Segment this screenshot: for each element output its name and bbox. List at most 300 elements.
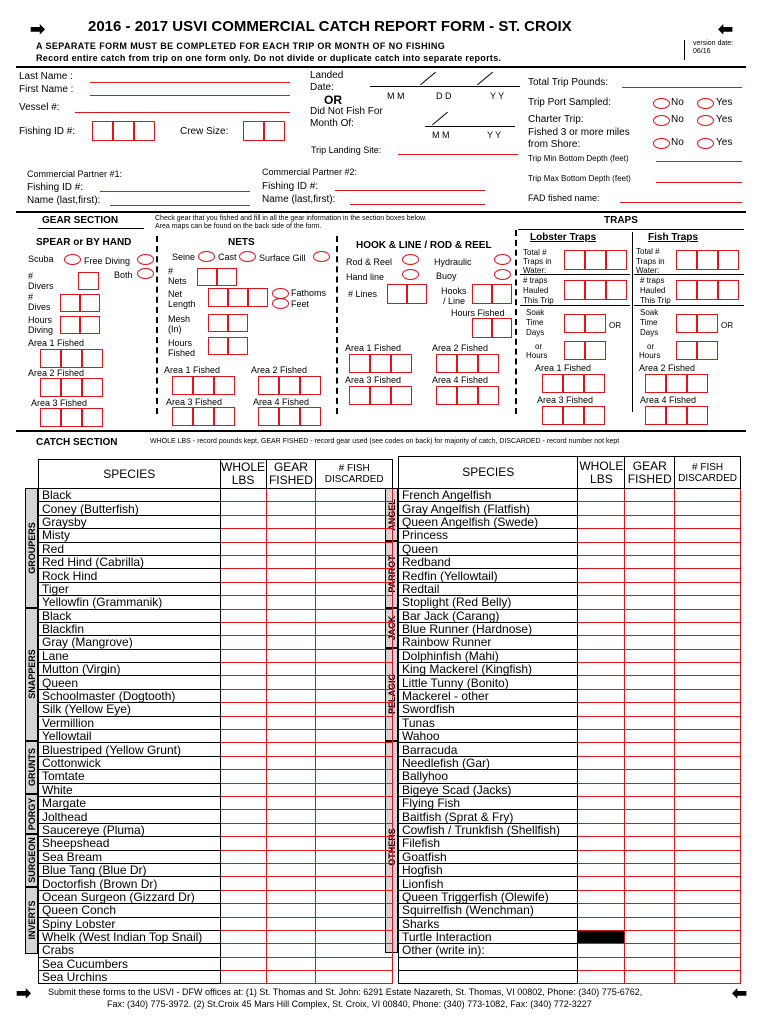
whole-lbs-cell[interactable] bbox=[220, 823, 266, 836]
discarded-cell[interactable] bbox=[316, 904, 393, 917]
gear-fished-cell[interactable] bbox=[266, 555, 316, 568]
whole-lbs-cell[interactable] bbox=[220, 796, 266, 809]
feet-radio[interactable] bbox=[272, 298, 289, 309]
hours-fished-box[interactable] bbox=[208, 337, 228, 355]
area-box[interactable] bbox=[193, 407, 214, 426]
traps-in-water-box[interactable] bbox=[697, 250, 718, 270]
whole-lbs-cell[interactable] bbox=[220, 971, 266, 984]
whole-lbs-cell[interactable] bbox=[578, 770, 625, 783]
whole-lbs-cell[interactable] bbox=[220, 716, 266, 729]
charter-yes-radio[interactable] bbox=[697, 115, 714, 126]
whole-lbs-cell[interactable] bbox=[220, 863, 266, 876]
area-box[interactable] bbox=[300, 376, 321, 395]
gear-fished-cell[interactable] bbox=[625, 770, 675, 783]
area-box[interactable] bbox=[214, 407, 235, 426]
area-box[interactable] bbox=[172, 407, 193, 426]
gear-fished-cell[interactable] bbox=[266, 582, 316, 595]
whole-lbs-cell[interactable] bbox=[578, 796, 625, 809]
traps-hauled-box[interactable] bbox=[718, 280, 739, 300]
gear-fished-cell[interactable] bbox=[625, 596, 675, 609]
whole-lbs-cell[interactable] bbox=[578, 596, 625, 609]
discarded-cell[interactable] bbox=[316, 529, 393, 542]
area-box[interactable] bbox=[61, 408, 82, 427]
gear-fished-cell[interactable] bbox=[625, 823, 675, 836]
gear-fished-cell[interactable] bbox=[266, 743, 316, 756]
whole-lbs-cell[interactable] bbox=[578, 542, 625, 555]
lines-box[interactable] bbox=[407, 284, 427, 304]
whole-lbs-cell[interactable] bbox=[220, 890, 266, 903]
soak-days-box[interactable] bbox=[585, 314, 606, 333]
gear-fished-cell[interactable] bbox=[625, 877, 675, 890]
area-box[interactable] bbox=[370, 354, 391, 373]
trip-landing-site-field[interactable] bbox=[398, 154, 518, 155]
whole-lbs-cell[interactable] bbox=[220, 515, 266, 528]
area-box[interactable] bbox=[370, 386, 391, 405]
discarded-cell[interactable] bbox=[316, 716, 393, 729]
discarded-cell[interactable] bbox=[316, 850, 393, 863]
whole-lbs-cell[interactable] bbox=[578, 930, 625, 943]
partner1-name-field[interactable] bbox=[110, 205, 250, 206]
gear-fished-cell[interactable] bbox=[625, 904, 675, 917]
whole-lbs-cell[interactable] bbox=[578, 810, 625, 823]
hours-fished-box[interactable] bbox=[472, 318, 492, 338]
fishing-id-box[interactable] bbox=[92, 121, 113, 141]
gear-fished-cell[interactable] bbox=[625, 555, 675, 568]
whole-lbs-cell[interactable] bbox=[578, 743, 625, 756]
total-trip-pounds-field[interactable] bbox=[622, 87, 742, 88]
gear-fished-cell[interactable] bbox=[625, 703, 675, 716]
gear-fished-cell[interactable] bbox=[625, 730, 675, 743]
soak-hours-box[interactable] bbox=[585, 341, 606, 360]
scuba-radio[interactable] bbox=[64, 254, 81, 265]
discarded-cell[interactable] bbox=[675, 609, 741, 622]
nets-box[interactable] bbox=[197, 268, 217, 286]
whole-lbs-cell[interactable] bbox=[578, 663, 625, 676]
whole-lbs-cell[interactable] bbox=[220, 930, 266, 943]
discarded-cell[interactable] bbox=[316, 770, 393, 783]
port-sampled-no-radio[interactable] bbox=[653, 98, 670, 109]
gear-fished-cell[interactable] bbox=[625, 743, 675, 756]
discarded-cell[interactable] bbox=[675, 957, 741, 970]
gear-fished-cell[interactable] bbox=[266, 850, 316, 863]
whole-lbs-cell[interactable] bbox=[220, 810, 266, 823]
dives-box[interactable] bbox=[80, 294, 100, 312]
gear-fished-cell[interactable] bbox=[266, 823, 316, 836]
discarded-cell[interactable] bbox=[675, 596, 741, 609]
partner1-id-field[interactable] bbox=[100, 191, 250, 192]
discarded-cell[interactable] bbox=[675, 649, 741, 662]
fished-3-yes-radio[interactable] bbox=[697, 138, 714, 149]
discarded-cell[interactable] bbox=[675, 730, 741, 743]
whole-lbs-cell[interactable] bbox=[578, 582, 625, 595]
discarded-cell[interactable] bbox=[675, 529, 741, 542]
trip-min-depth-field[interactable] bbox=[656, 161, 742, 162]
area-box[interactable] bbox=[563, 406, 584, 425]
charter-no-radio[interactable] bbox=[653, 115, 670, 126]
buoy-radio[interactable] bbox=[494, 269, 511, 280]
whole-lbs-cell[interactable] bbox=[220, 636, 266, 649]
gear-fished-cell[interactable] bbox=[266, 636, 316, 649]
whole-lbs-cell[interactable] bbox=[578, 569, 625, 582]
discarded-cell[interactable] bbox=[316, 730, 393, 743]
dives-box[interactable] bbox=[60, 294, 80, 312]
area-box[interactable] bbox=[82, 378, 103, 397]
discarded-cell[interactable] bbox=[675, 582, 741, 595]
partner2-id-field[interactable] bbox=[335, 190, 485, 191]
whole-lbs-cell[interactable] bbox=[578, 703, 625, 716]
trip-max-depth-field[interactable] bbox=[656, 182, 742, 183]
area-box[interactable] bbox=[40, 378, 61, 397]
hours-fished-box[interactable] bbox=[228, 337, 248, 355]
hours-diving-box[interactable] bbox=[60, 316, 80, 334]
whole-lbs-cell[interactable] bbox=[578, 716, 625, 729]
whole-lbs-cell[interactable] bbox=[578, 957, 625, 970]
traps-in-water-box[interactable] bbox=[606, 250, 627, 270]
area-box[interactable] bbox=[436, 386, 457, 405]
discarded-cell[interactable] bbox=[316, 890, 393, 903]
area-box[interactable] bbox=[193, 376, 214, 395]
whole-lbs-cell[interactable] bbox=[220, 957, 266, 970]
discarded-cell[interactable] bbox=[675, 555, 741, 568]
gear-fished-cell[interactable] bbox=[625, 930, 675, 943]
gear-fished-cell[interactable] bbox=[625, 676, 675, 689]
discarded-cell[interactable] bbox=[316, 489, 393, 502]
gear-fished-cell[interactable] bbox=[266, 596, 316, 609]
discarded-cell[interactable] bbox=[316, 676, 393, 689]
hours-diving-box[interactable] bbox=[80, 316, 100, 334]
whole-lbs-cell[interactable] bbox=[578, 877, 625, 890]
area-box[interactable] bbox=[563, 374, 584, 393]
discarded-cell[interactable] bbox=[316, 663, 393, 676]
discarded-cell[interactable] bbox=[316, 957, 393, 970]
partner2-name-field[interactable] bbox=[350, 204, 485, 205]
gear-fished-cell[interactable] bbox=[625, 796, 675, 809]
gear-fished-cell[interactable] bbox=[266, 649, 316, 662]
traps-hauled-box[interactable] bbox=[697, 280, 718, 300]
area-box[interactable] bbox=[457, 354, 478, 373]
month-of-field[interactable] bbox=[425, 126, 515, 127]
discarded-cell[interactable] bbox=[316, 582, 393, 595]
lines-box[interactable] bbox=[387, 284, 407, 304]
crew-size-box[interactable] bbox=[243, 121, 264, 141]
discarded-cell[interactable] bbox=[675, 689, 741, 702]
gear-fished-cell[interactable] bbox=[625, 863, 675, 876]
soak-days-box[interactable] bbox=[697, 314, 718, 333]
area-box[interactable] bbox=[279, 407, 300, 426]
whole-lbs-cell[interactable] bbox=[578, 837, 625, 850]
gear-fished-cell[interactable] bbox=[625, 837, 675, 850]
traps-in-water-box[interactable] bbox=[564, 250, 585, 270]
traps-hauled-box[interactable] bbox=[606, 280, 627, 300]
fished-3-no-radio[interactable] bbox=[653, 138, 670, 149]
discarded-cell[interactable] bbox=[316, 515, 393, 528]
whole-lbs-cell[interactable] bbox=[220, 703, 266, 716]
net-length-box[interactable] bbox=[248, 288, 268, 307]
whole-lbs-cell[interactable] bbox=[220, 689, 266, 702]
soak-hours-box[interactable] bbox=[676, 341, 697, 360]
discarded-cell[interactable] bbox=[316, 823, 393, 836]
gear-fished-cell[interactable] bbox=[266, 529, 316, 542]
gear-fished-cell[interactable] bbox=[625, 663, 675, 676]
gear-fished-cell[interactable] bbox=[625, 890, 675, 903]
area-box[interactable] bbox=[279, 376, 300, 395]
discarded-cell[interactable] bbox=[675, 489, 741, 502]
traps-hauled-box[interactable] bbox=[676, 280, 697, 300]
gear-fished-cell[interactable] bbox=[625, 489, 675, 502]
gear-fished-cell[interactable] bbox=[266, 971, 316, 984]
rod-reel-radio[interactable] bbox=[402, 254, 419, 265]
traps-in-water-box[interactable] bbox=[585, 250, 606, 270]
cast-radio[interactable] bbox=[239, 251, 256, 262]
gear-fished-cell[interactable] bbox=[266, 502, 316, 515]
mesh-box[interactable] bbox=[208, 314, 228, 332]
discarded-cell[interactable] bbox=[675, 837, 741, 850]
gear-fished-cell[interactable] bbox=[266, 542, 316, 555]
area-box[interactable] bbox=[666, 374, 687, 393]
discarded-cell[interactable] bbox=[675, 663, 741, 676]
both-radio[interactable] bbox=[137, 268, 154, 279]
gear-fished-cell[interactable] bbox=[625, 569, 675, 582]
discarded-cell[interactable] bbox=[675, 796, 741, 809]
gear-fished-cell[interactable] bbox=[266, 770, 316, 783]
traps-hauled-box[interactable] bbox=[585, 280, 606, 300]
hours-fished-box[interactable] bbox=[492, 318, 512, 338]
traps-hauled-box[interactable] bbox=[564, 280, 585, 300]
whole-lbs-cell[interactable] bbox=[220, 622, 266, 635]
fishing-id-box[interactable] bbox=[134, 121, 155, 141]
discarded-cell[interactable] bbox=[316, 689, 393, 702]
area-box[interactable] bbox=[687, 406, 708, 425]
gear-fished-cell[interactable] bbox=[266, 756, 316, 769]
gear-fished-cell[interactable] bbox=[625, 502, 675, 515]
divers-box[interactable] bbox=[78, 272, 99, 290]
gear-fished-cell[interactable] bbox=[625, 689, 675, 702]
whole-lbs-cell[interactable] bbox=[220, 783, 266, 796]
area-box[interactable] bbox=[300, 407, 321, 426]
gear-fished-cell[interactable] bbox=[266, 676, 316, 689]
area-box[interactable] bbox=[349, 386, 370, 405]
discarded-cell[interactable] bbox=[316, 542, 393, 555]
first-name-field[interactable] bbox=[90, 95, 290, 96]
whole-lbs-cell[interactable] bbox=[578, 609, 625, 622]
vessel-field[interactable] bbox=[75, 112, 290, 113]
whole-lbs-cell[interactable] bbox=[220, 663, 266, 676]
whole-lbs-cell[interactable] bbox=[220, 917, 266, 930]
whole-lbs-cell[interactable] bbox=[220, 596, 266, 609]
whole-lbs-cell[interactable] bbox=[578, 649, 625, 662]
surface-gill-radio[interactable] bbox=[313, 251, 330, 262]
discarded-cell[interactable] bbox=[316, 609, 393, 622]
discarded-cell[interactable] bbox=[675, 863, 741, 876]
area-box[interactable] bbox=[645, 374, 666, 393]
traps-in-water-box[interactable] bbox=[718, 250, 739, 270]
area-box[interactable] bbox=[391, 354, 412, 373]
gear-fished-cell[interactable] bbox=[625, 515, 675, 528]
crew-size-box[interactable] bbox=[264, 121, 285, 141]
hooks-box[interactable] bbox=[492, 284, 512, 304]
area-box[interactable] bbox=[436, 354, 457, 373]
discarded-cell[interactable] bbox=[675, 944, 741, 957]
discarded-cell[interactable] bbox=[316, 596, 393, 609]
discarded-cell[interactable] bbox=[675, 743, 741, 756]
gear-fished-cell[interactable] bbox=[625, 944, 675, 957]
nets-box[interactable] bbox=[217, 268, 237, 286]
discarded-cell[interactable] bbox=[316, 930, 393, 943]
discarded-cell[interactable] bbox=[316, 971, 393, 984]
area-box[interactable] bbox=[214, 376, 235, 395]
area-box[interactable] bbox=[61, 378, 82, 397]
gear-fished-cell[interactable] bbox=[625, 649, 675, 662]
whole-lbs-cell[interactable] bbox=[578, 823, 625, 836]
free-diving-radio[interactable] bbox=[137, 254, 154, 265]
whole-lbs-cell[interactable] bbox=[220, 649, 266, 662]
whole-lbs-cell[interactable] bbox=[220, 944, 266, 957]
discarded-cell[interactable] bbox=[316, 944, 393, 957]
gear-fished-cell[interactable] bbox=[266, 783, 316, 796]
gear-fished-cell[interactable] bbox=[266, 609, 316, 622]
discarded-cell[interactable] bbox=[316, 703, 393, 716]
soak-days-box[interactable] bbox=[676, 314, 697, 333]
landed-date-field[interactable] bbox=[370, 86, 520, 87]
area-box[interactable] bbox=[258, 407, 279, 426]
area-box[interactable] bbox=[645, 406, 666, 425]
whole-lbs-cell[interactable] bbox=[578, 622, 625, 635]
gear-fished-cell[interactable] bbox=[625, 971, 675, 984]
discarded-cell[interactable] bbox=[675, 823, 741, 836]
whole-lbs-cell[interactable] bbox=[220, 837, 266, 850]
discarded-cell[interactable] bbox=[316, 555, 393, 568]
discarded-cell[interactable] bbox=[675, 850, 741, 863]
area-box[interactable] bbox=[687, 374, 708, 393]
whole-lbs-cell[interactable] bbox=[578, 636, 625, 649]
whole-lbs-cell[interactable] bbox=[220, 730, 266, 743]
discarded-cell[interactable] bbox=[316, 636, 393, 649]
whole-lbs-cell[interactable] bbox=[220, 542, 266, 555]
discarded-cell[interactable] bbox=[316, 877, 393, 890]
hooks-box[interactable] bbox=[472, 284, 492, 304]
hydraulic-radio[interactable] bbox=[494, 254, 511, 265]
gear-fished-cell[interactable] bbox=[266, 837, 316, 850]
whole-lbs-cell[interactable] bbox=[578, 689, 625, 702]
discarded-cell[interactable] bbox=[316, 863, 393, 876]
whole-lbs-cell[interactable] bbox=[578, 917, 625, 930]
whole-lbs-cell[interactable] bbox=[220, 756, 266, 769]
area-box[interactable] bbox=[457, 386, 478, 405]
whole-lbs-cell[interactable] bbox=[578, 529, 625, 542]
gear-fished-cell[interactable] bbox=[625, 756, 675, 769]
whole-lbs-cell[interactable] bbox=[220, 582, 266, 595]
gear-fished-cell[interactable] bbox=[266, 917, 316, 930]
gear-fished-cell[interactable] bbox=[266, 569, 316, 582]
whole-lbs-cell[interactable] bbox=[220, 489, 266, 502]
whole-lbs-cell[interactable] bbox=[578, 515, 625, 528]
area-box[interactable] bbox=[82, 408, 103, 427]
whole-lbs-cell[interactable] bbox=[220, 850, 266, 863]
area-box[interactable] bbox=[40, 408, 61, 427]
whole-lbs-cell[interactable] bbox=[220, 770, 266, 783]
discarded-cell[interactable] bbox=[316, 783, 393, 796]
area-box[interactable] bbox=[584, 374, 605, 393]
whole-lbs-cell[interactable] bbox=[578, 944, 625, 957]
discarded-cell[interactable] bbox=[675, 569, 741, 582]
discarded-cell[interactable] bbox=[675, 810, 741, 823]
gear-fished-cell[interactable] bbox=[625, 957, 675, 970]
discarded-cell[interactable] bbox=[675, 930, 741, 943]
last-name-field[interactable] bbox=[90, 82, 290, 83]
gear-fished-cell[interactable] bbox=[266, 904, 316, 917]
soak-hours-box[interactable] bbox=[564, 341, 585, 360]
area-box[interactable] bbox=[478, 354, 499, 373]
whole-lbs-cell[interactable] bbox=[578, 489, 625, 502]
discarded-cell[interactable] bbox=[316, 569, 393, 582]
gear-fished-cell[interactable] bbox=[625, 917, 675, 930]
discarded-cell[interactable] bbox=[675, 542, 741, 555]
whole-lbs-cell[interactable] bbox=[578, 730, 625, 743]
whole-lbs-cell[interactable] bbox=[578, 676, 625, 689]
mesh-box[interactable] bbox=[228, 314, 248, 332]
discarded-cell[interactable] bbox=[316, 622, 393, 635]
discarded-cell[interactable] bbox=[316, 756, 393, 769]
whole-lbs-cell[interactable] bbox=[578, 904, 625, 917]
discarded-cell[interactable] bbox=[316, 810, 393, 823]
area-box[interactable] bbox=[349, 354, 370, 373]
discarded-cell[interactable] bbox=[675, 676, 741, 689]
fishing-id-box[interactable] bbox=[113, 121, 134, 141]
area-box[interactable] bbox=[172, 376, 193, 395]
discarded-cell[interactable] bbox=[675, 890, 741, 903]
whole-lbs-cell[interactable] bbox=[578, 971, 625, 984]
whole-lbs-cell[interactable] bbox=[220, 529, 266, 542]
gear-fished-cell[interactable] bbox=[266, 515, 316, 528]
area-box[interactable] bbox=[542, 406, 563, 425]
area-box[interactable] bbox=[666, 406, 687, 425]
gear-fished-cell[interactable] bbox=[625, 636, 675, 649]
discarded-cell[interactable] bbox=[675, 703, 741, 716]
discarded-cell[interactable] bbox=[316, 796, 393, 809]
gear-fished-cell[interactable] bbox=[266, 930, 316, 943]
gear-fished-cell[interactable] bbox=[266, 810, 316, 823]
soak-hours-box[interactable] bbox=[697, 341, 718, 360]
soak-days-box[interactable] bbox=[564, 314, 585, 333]
gear-fished-cell[interactable] bbox=[266, 957, 316, 970]
gear-fished-cell[interactable] bbox=[625, 542, 675, 555]
whole-lbs-cell[interactable] bbox=[220, 676, 266, 689]
whole-lbs-cell[interactable] bbox=[220, 555, 266, 568]
area-box[interactable] bbox=[478, 386, 499, 405]
gear-fished-cell[interactable] bbox=[625, 783, 675, 796]
discarded-cell[interactable] bbox=[675, 756, 741, 769]
gear-fished-cell[interactable] bbox=[625, 529, 675, 542]
gear-fished-cell[interactable] bbox=[266, 622, 316, 635]
area-box[interactable] bbox=[40, 349, 61, 368]
area-box[interactable] bbox=[61, 349, 82, 368]
discarded-cell[interactable] bbox=[675, 877, 741, 890]
gear-fished-cell[interactable] bbox=[625, 716, 675, 729]
area-box[interactable] bbox=[542, 374, 563, 393]
whole-lbs-cell[interactable] bbox=[578, 555, 625, 568]
discarded-cell[interactable] bbox=[675, 917, 741, 930]
whole-lbs-cell[interactable] bbox=[578, 863, 625, 876]
area-box[interactable] bbox=[82, 349, 103, 368]
gear-fished-cell[interactable] bbox=[266, 944, 316, 957]
whole-lbs-cell[interactable] bbox=[220, 609, 266, 622]
whole-lbs-cell[interactable] bbox=[578, 850, 625, 863]
whole-lbs-cell[interactable] bbox=[220, 569, 266, 582]
discarded-cell[interactable] bbox=[675, 783, 741, 796]
gear-fished-cell[interactable] bbox=[266, 663, 316, 676]
gear-fished-cell[interactable] bbox=[625, 622, 675, 635]
discarded-cell[interactable] bbox=[316, 917, 393, 930]
